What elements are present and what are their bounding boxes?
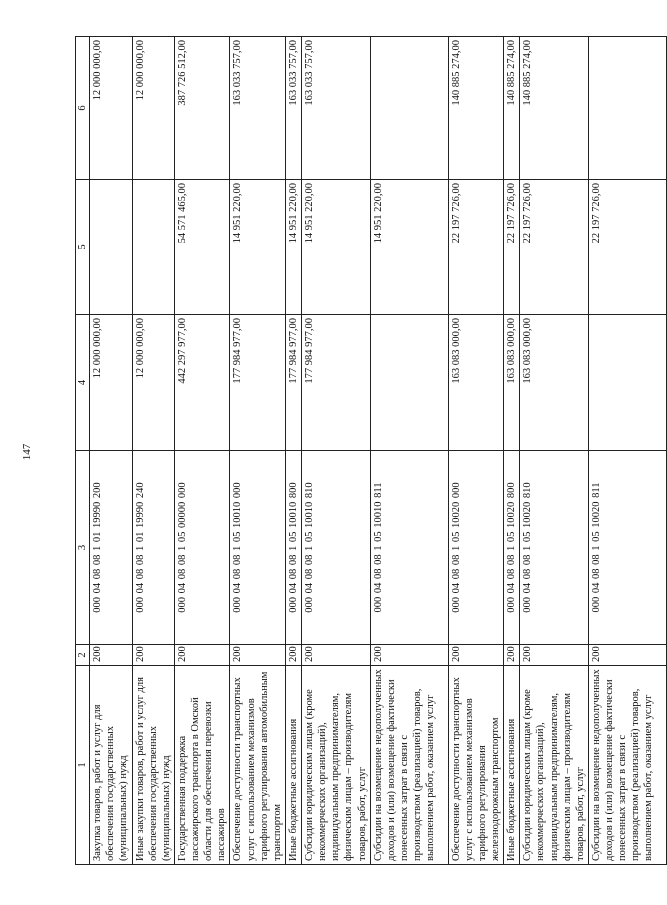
table-row xyxy=(230,37,286,865)
row-name: Иные закупки товаров, работ и услуг для обеспечения государственных (муниципальных) нужд xyxy=(132,666,174,865)
row-col4: 12 000 000,00 xyxy=(90,315,132,451)
budget-table xyxy=(75,36,667,865)
row-name: Субсидии юридическим лицам (кроме некоммерческих организаций), индивидуальным предпринимателям, физическим лицам – производителям товаров, работ, услуг xyxy=(520,666,589,865)
table-row xyxy=(520,37,589,865)
row-category: 200 xyxy=(90,645,132,666)
column-header-6: 6 xyxy=(76,37,90,180)
column-header-1: 1 xyxy=(76,666,90,865)
rotated-page-content xyxy=(75,37,655,865)
row-col6: 12 000 000,00 xyxy=(90,37,132,180)
row-col4 xyxy=(588,315,666,451)
row-code: 000 04 08 08 1 05 10020 811 xyxy=(588,451,666,645)
row-code: 000 04 08 08 1 01 19990 200 xyxy=(90,451,132,645)
row-col6 xyxy=(370,37,448,180)
row-col5: 22 197 726,00 xyxy=(504,180,520,315)
row-col5 xyxy=(132,180,174,315)
row-col4: 177 984 977,00 xyxy=(230,315,286,451)
table-row xyxy=(132,37,174,865)
table-row xyxy=(588,37,666,865)
row-name: Субсидии на возмещение недополученных доходов и (или) возмещение фактически понесенных затрат в связи с производством (реализацией) товаров, выполнением работ, оказанием услуг xyxy=(588,666,666,865)
table-row xyxy=(90,37,132,865)
table-row xyxy=(370,37,448,865)
row-col6: 163 033 757,00 xyxy=(230,37,286,180)
row-code: 000 04 08 08 1 05 10010 800 xyxy=(285,451,301,645)
row-col4: 177 984 977,00 xyxy=(285,315,301,451)
row-category: 200 xyxy=(302,645,371,666)
table-row xyxy=(448,37,504,865)
row-col5: 14 951 220,00 xyxy=(302,180,371,315)
row-col6: 140 885 274,00 xyxy=(448,37,504,180)
row-name: Субсидии юридическим лицам (кроме некоммерческих организаций), индивидуальным предпринимателям, физическим лицам – производителям товаров, работ, услуг xyxy=(302,666,371,865)
row-col4: 12 000 000,00 xyxy=(132,315,174,451)
row-code: 000 04 08 08 1 05 10020 810 xyxy=(520,451,589,645)
row-name: Закупка товаров, работ и услуг для обеспечения государственных (муниципальных) нужд xyxy=(90,666,132,865)
row-col5: 54 571 465,00 xyxy=(174,180,230,315)
row-category: 200 xyxy=(448,645,504,666)
row-col5: 14 951 220,00 xyxy=(370,180,448,315)
row-name: Обеспечение доступности транспортных услуг с использованием механизмов тарифного регулирования автомобильным транспортом xyxy=(230,666,286,865)
row-category: 200 xyxy=(285,645,301,666)
page-number: 147 xyxy=(21,443,33,461)
row-col4: 163 083 000,00 xyxy=(504,315,520,451)
row-code: 000 04 08 08 1 05 10010 811 xyxy=(370,451,448,645)
row-col4: 442 297 977,00 xyxy=(174,315,230,451)
row-col5 xyxy=(90,180,132,315)
row-code: 000 04 08 08 1 05 00000 000 xyxy=(174,451,230,645)
row-col6: 163 033 757,00 xyxy=(302,37,371,180)
table-row xyxy=(285,37,301,865)
row-code: 000 04 08 08 1 01 19990 240 xyxy=(132,451,174,645)
row-category: 200 xyxy=(588,645,666,666)
row-col6: 140 885 274,00 xyxy=(504,37,520,180)
row-category: 200 xyxy=(504,645,520,666)
row-category: 200 xyxy=(370,645,448,666)
row-name: Иные бюджетные ассигнования xyxy=(285,666,301,865)
row-name: Государственная поддержка пассажирского транспорта в Омской области для обеспечения перевозки пассажиров xyxy=(174,666,230,865)
table-row xyxy=(302,37,371,865)
row-col5: 14 951 220,00 xyxy=(230,180,286,315)
table-row xyxy=(504,37,520,865)
column-header-2: 2 xyxy=(76,645,90,666)
row-col5: 22 197 726,00 xyxy=(588,180,666,315)
row-col6: 163 033 757,00 xyxy=(285,37,301,180)
row-category: 200 xyxy=(174,645,230,666)
row-col5: 14 951 220,00 xyxy=(285,180,301,315)
column-header-5: 5 xyxy=(76,180,90,315)
row-col6 xyxy=(588,37,666,180)
row-col4: 177 984 977,00 xyxy=(302,315,371,451)
column-header-4: 4 xyxy=(76,315,90,451)
row-code: 000 04 08 08 1 05 10020 000 xyxy=(448,451,504,645)
row-name: Субсидии на возмещение недополученных доходов и (или) возмещение фактически понесенных затрат в связи с производством (реализацией) товаров, выполнением работ, оказанием услуг xyxy=(370,666,448,865)
row-col4 xyxy=(370,315,448,451)
row-col6: 12 000 000,00 xyxy=(132,37,174,180)
row-col6: 140 885 274,00 xyxy=(520,37,589,180)
column-header-3: 3 xyxy=(76,451,90,645)
row-code: 000 04 08 08 1 05 10010 000 xyxy=(230,451,286,645)
row-category: 200 xyxy=(132,645,174,666)
row-col4: 163 083 000,00 xyxy=(520,315,589,451)
row-name: Иные бюджетные ассигнования xyxy=(504,666,520,865)
row-code: 000 04 08 08 1 05 10020 800 xyxy=(504,451,520,645)
row-col4: 163 083 000,00 xyxy=(448,315,504,451)
header-row xyxy=(76,37,90,865)
row-category: 200 xyxy=(520,645,589,666)
row-col5: 22 197 726,00 xyxy=(448,180,504,315)
row-category: 200 xyxy=(230,645,286,666)
row-col6: 387 726 512,00 xyxy=(174,37,230,180)
row-name: Обеспечение доступности транспортных услуг с использованием механизмов тарифного регулирования железнодорожным транспортом xyxy=(448,666,504,865)
row-col5: 22 197 726,00 xyxy=(520,180,589,315)
row-code: 000 04 08 08 1 05 10010 810 xyxy=(302,451,371,645)
table-row xyxy=(174,37,230,865)
